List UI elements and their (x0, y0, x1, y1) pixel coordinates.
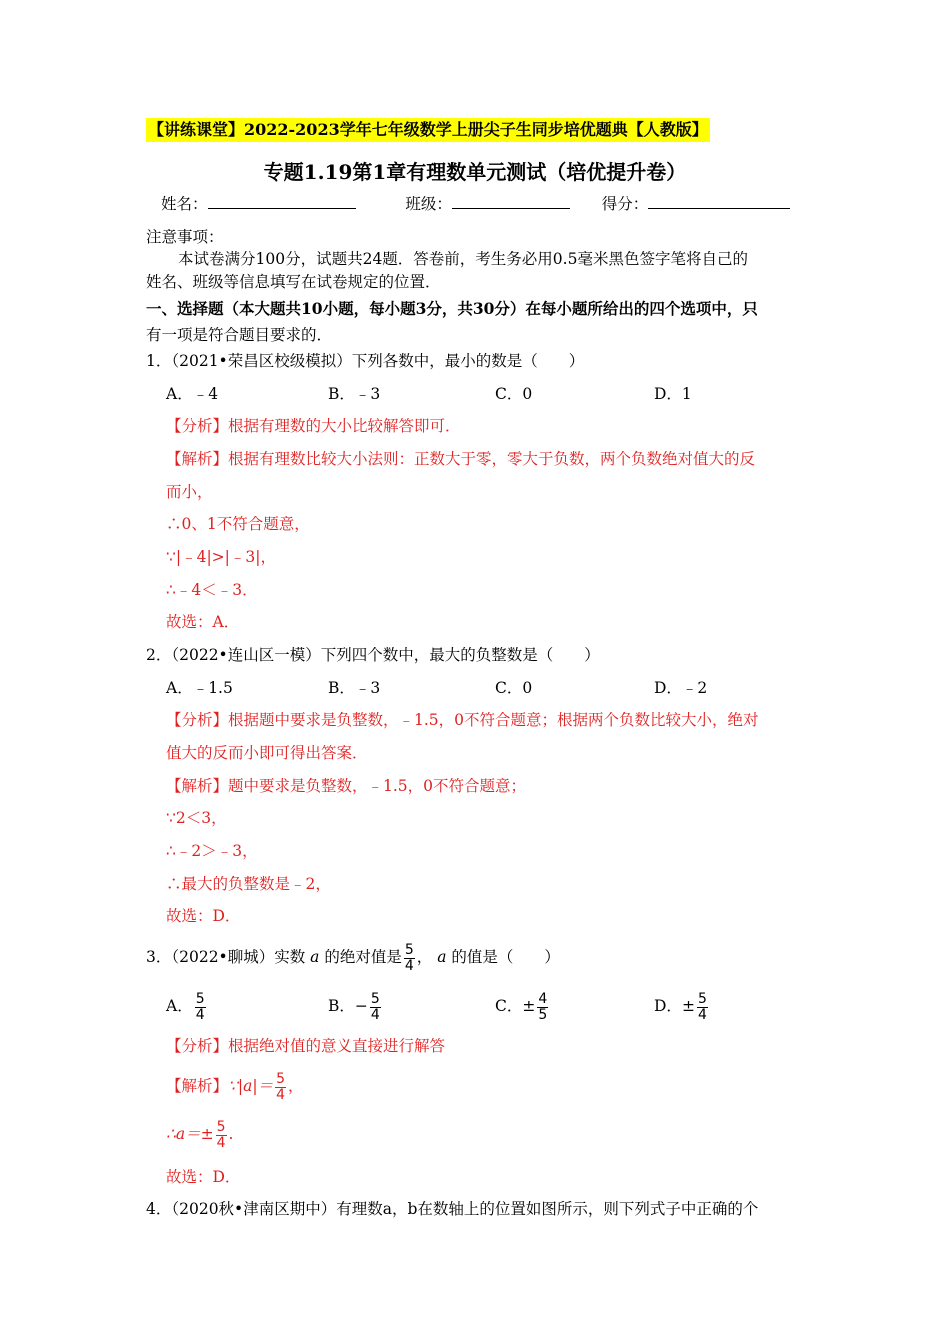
q3-option-c (495, 988, 550, 1024)
score-label: 得分： (601, 195, 649, 213)
q1-answer: 故选：A． (166, 613, 240, 631)
q1-analysis: 【分析】根据有理数的大小比较解答即可． (166, 417, 461, 435)
name-label: 姓名： (161, 195, 208, 213)
q3-step-expression: ∴a＝± (166, 1125, 214, 1143)
fraction-numerator: 5 (195, 990, 205, 1007)
q2-solution: 【解析】题中要求是负整数，﹣1.5，0不符合题意； (166, 777, 527, 795)
q2-answer: 故选：D． (166, 907, 241, 925)
q3-stem-part-2: 的绝对值是 (324, 948, 402, 966)
q3-option-a (166, 988, 208, 1024)
option-fraction (195, 992, 206, 1023)
q3-variable-a: a (437, 948, 447, 966)
question-2-stem: 2．（2022•连山区一模）下列四个数中，最大的负整数是（ ） (146, 646, 600, 664)
q2-step-1: ∵2＜3， (166, 809, 227, 827)
fraction-denominator: 5 (538, 1006, 548, 1023)
question-3-stem (146, 940, 560, 974)
option-fraction (697, 992, 708, 1023)
q2-step-3: ∴最大的负整数是﹣2， (166, 875, 331, 893)
q1-option-a: A．﹣4 (166, 385, 219, 403)
q3-variable-a: a (310, 948, 320, 966)
q3-step-tail: . (228, 1125, 234, 1143)
q3-solution-label: 【解析】 (166, 1077, 229, 1095)
q1-solution-line-2: 而小， (166, 483, 213, 501)
question-4-stem: 4．（2020秋•津南区期中）有理数a，b在数轴上的位置如图所示，则下列式子中正确的个 (146, 1200, 759, 1218)
section-line-2: 有一项是符合题目要求的． (146, 326, 333, 344)
name-blank[interactable] (208, 194, 356, 209)
option-label: D． (654, 997, 682, 1015)
q2-analysis-line-1: 【分析】根据题中要求是负整数，﹣1.5，0不符合题意；根据两个负数比较大小，绝对 (166, 711, 759, 729)
fraction-numerator: 5 (404, 941, 414, 958)
q1-option-d: D．1 (654, 385, 692, 403)
q3-option-d (654, 988, 710, 1024)
q1-option-c: C．0 (495, 385, 533, 403)
option-label: B． (328, 997, 355, 1015)
fraction-denominator: 4 (370, 1006, 380, 1023)
score-blank[interactable] (648, 194, 790, 209)
q3-option-b (328, 988, 383, 1024)
q3-step-fraction (216, 1120, 227, 1151)
notice-heading: 注意事项： (146, 228, 224, 246)
fraction-denominator: 4 (697, 1006, 707, 1023)
option-fraction (537, 992, 548, 1023)
q3-solution-expression: ∵|a|＝ (228, 1077, 274, 1095)
notice-line-2: 姓名、班级等信息填写在试卷规定的位置． (146, 273, 441, 291)
q3-solution-tail: ， (288, 1077, 304, 1095)
class-blank[interactable] (452, 194, 570, 209)
q2-step-2: ∴﹣2＞﹣3， (166, 842, 258, 860)
fraction-denominator: 4 (195, 1006, 205, 1023)
option-label: A． (166, 997, 193, 1015)
question-1-stem: 1．（2021•荣昌区校级模拟）下列各数中，最小的数是（ ） (146, 352, 585, 370)
option-fraction (370, 992, 381, 1023)
series-banner: 【讲练课堂】2022-2023学年七年级数学上册尖子生同步培优题典【人教版】 (146, 118, 710, 142)
q3-analysis: 【分析】根据绝对值的意义直接进行解答 (166, 1037, 446, 1055)
fraction-numerator: 5 (216, 1118, 226, 1135)
fraction-denominator: 4 (216, 1134, 226, 1151)
q2-option-b: B．﹣3 (328, 679, 381, 697)
q3-answer: 故选：D． (166, 1168, 241, 1186)
student-info-row (161, 193, 790, 215)
option-sign: − (354, 997, 368, 1015)
q3-stem-part-1: 3．（2022•聊城）实数 (146, 948, 306, 966)
q1-step-2: ∵|﹣4|>|﹣3|， (166, 548, 276, 566)
fraction-numerator: 5 (697, 990, 707, 1007)
q2-option-c: C．0 (495, 679, 533, 697)
q2-option-d: D．﹣2 (654, 679, 708, 697)
q1-step-1: ∴0、1不符合题意， (166, 515, 310, 533)
option-sign: ± (522, 997, 536, 1015)
class-label: 班级： (405, 195, 452, 213)
q3-solution (166, 1068, 304, 1104)
fraction-numerator: 5 (370, 990, 380, 1007)
q3-stem-fraction (404, 943, 415, 974)
fraction-numerator: 5 (276, 1070, 285, 1087)
q1-step-3: ∴﹣4＜﹣3． (166, 581, 258, 599)
q1-solution-line-1: 【解析】根据有理数比较大小法则：正数大于零，零大于负数，两个负数绝对值大的反 (166, 450, 756, 468)
q3-stem-part-3: ， (416, 948, 433, 966)
section-heading (146, 298, 758, 320)
page-title: 专题1.19第1章有理数单元测试（培优提升卷） (263, 160, 687, 184)
q2-analysis-line-2: 值大的反而小即可得出答案． (166, 744, 368, 762)
fraction-numerator: 4 (538, 990, 548, 1007)
fraction-denominator: 4 (276, 1086, 285, 1103)
fraction-denominator: 4 (404, 957, 414, 974)
q1-option-b: B．﹣3 (328, 385, 381, 403)
option-sign: ± (681, 997, 695, 1015)
section-line-1: 一、选择题（本大题共10小题，每小题3分，共30分）在每小题所给出的四个选项中，只 (146, 299, 758, 318)
q3-step-1 (166, 1116, 233, 1152)
option-label: C． (495, 997, 523, 1015)
q3-solution-fraction (275, 1072, 286, 1103)
q3-stem-part-4: 的值是（ ） (451, 948, 560, 966)
q2-option-a: A．﹣1.5 (166, 679, 233, 697)
notice-line-1: 本试卷满分100分，试题共24题．答卷前，考生务必用0.5毫米黑色签字笔将自己的 (178, 250, 748, 268)
